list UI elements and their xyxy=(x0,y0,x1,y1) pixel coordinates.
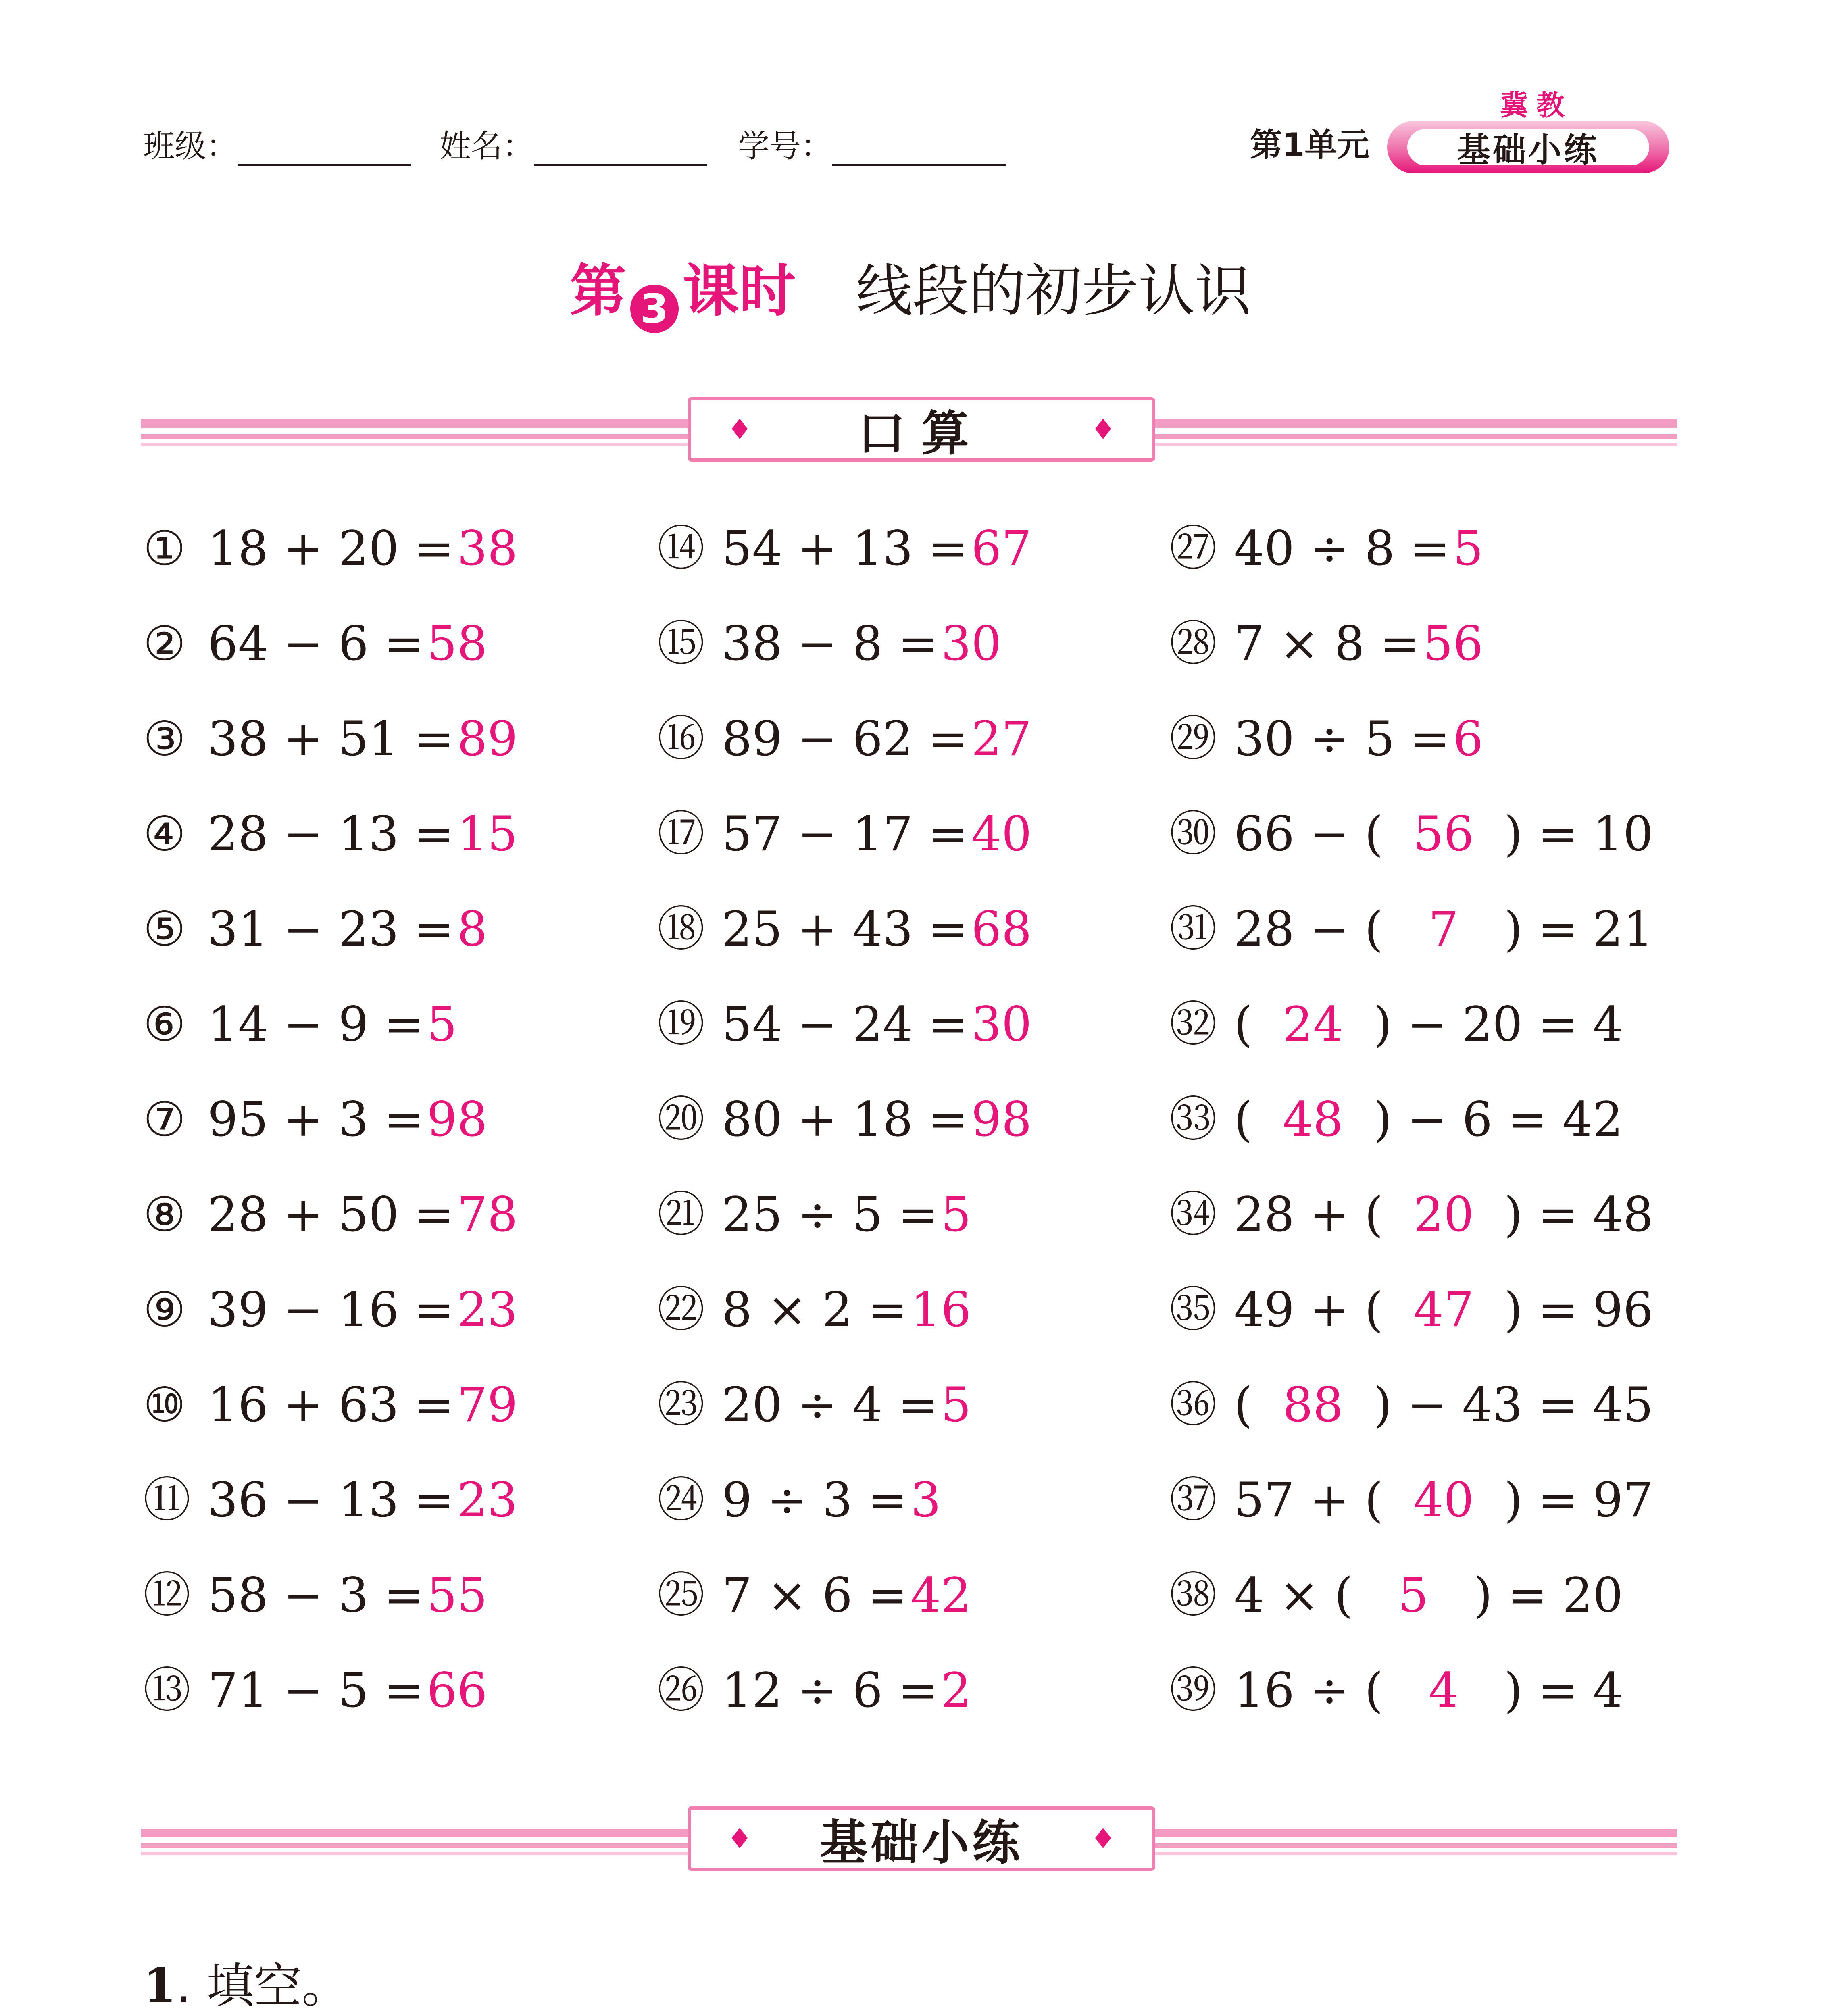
problem-expression: ( xyxy=(1234,1377,1253,1433)
problem-answer[interactable]: 38 xyxy=(457,521,518,576)
lesson-prefix-b: 课时 xyxy=(682,258,796,324)
problem-index: ④ xyxy=(143,806,186,862)
problem-answer[interactable]: 5 xyxy=(941,1377,971,1433)
section-title: 基础小练 xyxy=(819,1815,1023,1870)
problem-expression: 66 − ( xyxy=(1234,806,1383,862)
problem-expression: 58 − 3 = xyxy=(208,1567,424,1623)
problem-index: ⑱ xyxy=(657,901,705,957)
student-no-label: 学号： xyxy=(738,128,833,165)
problem-expression: 12 ÷ 6 = xyxy=(722,1662,938,1718)
problem-answer[interactable]: 48 xyxy=(1282,1091,1344,1147)
problem-index: ㊳ xyxy=(1169,1567,1217,1623)
problem-answer[interactable]: 7 xyxy=(1428,901,1459,957)
problem-index: ㉚ xyxy=(1169,806,1217,862)
problem-expression: 20 ÷ 4 = xyxy=(722,1377,938,1433)
problem-expression: 95 + 3 = xyxy=(208,1091,424,1147)
problem-expression-tail: ) = 97 xyxy=(1504,1472,1654,1528)
problem-index: ⑤ xyxy=(143,901,186,957)
problem-expression: 40 ÷ 8 = xyxy=(1234,521,1450,576)
problem-expression: 9 ÷ 3 = xyxy=(722,1472,908,1528)
problem-row xyxy=(657,1472,941,1528)
problem-expression-tail: ) = 4 xyxy=(1504,1662,1623,1718)
problem-answer[interactable]: 20 xyxy=(1413,1187,1474,1242)
class-blank[interactable] xyxy=(238,136,411,166)
problem-row xyxy=(657,615,1002,672)
problem-expression: 28 − 13 = xyxy=(208,806,454,862)
problem-answer[interactable]: 5 xyxy=(941,1187,971,1242)
problem-expression: 38 − 8 = xyxy=(722,616,938,671)
problem-expression-tail: ) = 21 xyxy=(1504,901,1654,957)
problem-answer[interactable]: 23 xyxy=(457,1472,518,1528)
problem-index: ㉕ xyxy=(657,1567,705,1623)
problem-row xyxy=(143,615,488,672)
problem-row xyxy=(1169,710,1483,767)
problem-index: ⑪ xyxy=(143,1472,191,1528)
problem-index: ㉜ xyxy=(1169,996,1217,1052)
problem-answer[interactable]: 2 xyxy=(941,1662,971,1718)
exercise-heading xyxy=(143,1947,349,2016)
problem-index: ⑯ xyxy=(657,711,705,766)
series-label: 基础小练 xyxy=(1407,129,1649,165)
problem-row xyxy=(143,996,457,1052)
problem-answer[interactable]: 30 xyxy=(971,996,1032,1052)
problem-index: ㉑ xyxy=(657,1187,705,1242)
problem-expression: 7 × 8 = xyxy=(1234,616,1420,671)
lesson-number: 3 xyxy=(630,285,679,333)
problem-expression: 28 + 50 = xyxy=(208,1187,454,1242)
problem-expression: 28 − ( xyxy=(1234,901,1383,957)
problem-index: ⑲ xyxy=(657,996,705,1052)
lesson-name: 线段的初步认识 xyxy=(856,258,1252,324)
problem-answer[interactable]: 3 xyxy=(910,1472,941,1528)
name-field xyxy=(440,121,707,166)
problem-expression: 16 ÷ ( xyxy=(1234,1662,1383,1718)
section-header-mental xyxy=(688,397,1155,462)
problem-index: ㉔ xyxy=(657,1472,705,1528)
problem-answer[interactable]: 27 xyxy=(971,711,1032,766)
problem-row xyxy=(1169,1377,1653,1433)
problem-answer[interactable]: 56 xyxy=(1413,806,1474,862)
problem-row xyxy=(143,1662,488,1718)
problem-answer[interactable]: 24 xyxy=(1282,996,1344,1052)
problem-index: ⑰ xyxy=(657,806,705,862)
problem-expression: 49 + ( xyxy=(1234,1282,1383,1337)
problem-index: ③ xyxy=(143,711,186,766)
problem-expression: ( xyxy=(1234,996,1253,1052)
problem-row xyxy=(657,1091,1032,1148)
problem-row xyxy=(143,1281,518,1338)
problem-index: ㉞ xyxy=(1169,1187,1217,1242)
problem-expression: 57 − 17 = xyxy=(722,806,968,862)
problem-row xyxy=(143,1377,518,1433)
problem-row xyxy=(1169,901,1653,957)
problem-answer[interactable]: 5 xyxy=(427,996,457,1052)
problem-expression: 80 + 18 = xyxy=(722,1091,968,1147)
problem-answer[interactable]: 67 xyxy=(971,521,1032,576)
publisher-label: 冀教 xyxy=(1500,89,1573,122)
problem-expression: 39 − 16 = xyxy=(208,1282,454,1337)
problem-row xyxy=(1169,996,1623,1052)
problem-answer[interactable]: 55 xyxy=(427,1567,488,1623)
name-blank[interactable] xyxy=(534,136,707,166)
lesson-prefix-a: 第 xyxy=(569,258,626,324)
problem-answer[interactable]: 56 xyxy=(1423,616,1483,671)
problem-answer[interactable]: 40 xyxy=(971,806,1032,862)
series-badge xyxy=(1387,121,1669,173)
problem-index: ㉒ xyxy=(657,1282,705,1337)
problem-index: ㉟ xyxy=(1169,1282,1217,1337)
problem-index: ⑭ xyxy=(657,521,705,576)
problem-row xyxy=(1169,1281,1653,1338)
problem-answer[interactable]: 42 xyxy=(910,1567,971,1623)
exercise-heading-text: . 填空。 xyxy=(176,1958,350,2014)
problem-row xyxy=(143,1186,518,1243)
class-label: 班级： xyxy=(143,128,238,165)
problem-answer[interactable]: 58 xyxy=(427,616,488,671)
problem-index: ㉛ xyxy=(1169,901,1217,957)
student-no-field xyxy=(738,121,1006,166)
problem-expression: 38 + 51 = xyxy=(208,711,454,766)
problem-expression-tail: ) = 48 xyxy=(1504,1187,1654,1242)
problem-expression: 89 − 62 = xyxy=(722,711,968,766)
problem-row xyxy=(1169,615,1483,672)
problem-answer[interactable]: 40 xyxy=(1413,1472,1474,1528)
problem-row xyxy=(657,520,1032,577)
problem-expression: 25 ÷ 5 = xyxy=(722,1187,938,1242)
student-no-blank[interactable] xyxy=(832,136,1006,166)
problem-answer[interactable]: 16 xyxy=(910,1282,971,1337)
diamond-icon: ♦ xyxy=(727,413,752,446)
problem-expression: 31 − 23 = xyxy=(208,901,454,957)
problem-row xyxy=(1169,1567,1623,1623)
problem-index: ⑥ xyxy=(143,996,186,1052)
problem-expression: 54 − 24 = xyxy=(722,996,968,1052)
problem-expression: 64 − 6 = xyxy=(208,616,424,671)
problem-answer[interactable]: 78 xyxy=(457,1187,518,1242)
problem-row xyxy=(1169,1091,1623,1148)
problem-row xyxy=(657,1186,971,1243)
problem-index: ㉙ xyxy=(1169,711,1217,766)
problem-expression: 8 × 2 = xyxy=(722,1282,908,1337)
unit-label: 第1单元 xyxy=(1250,126,1369,164)
problem-answer[interactable]: 5 xyxy=(1453,521,1483,576)
problem-index: ⑮ xyxy=(657,616,705,671)
problem-expression: 4 × ( xyxy=(1234,1567,1353,1623)
problem-row xyxy=(143,901,488,957)
problem-answer[interactable]: 30 xyxy=(941,616,1002,671)
problem-index: ⑫ xyxy=(143,1567,191,1623)
problem-index: ⑩ xyxy=(143,1377,186,1433)
problem-answer[interactable]: 89 xyxy=(457,711,518,766)
problem-row xyxy=(143,710,518,767)
diamond-icon: ♦ xyxy=(727,1822,752,1855)
problem-expression-tail: ) = 10 xyxy=(1504,806,1654,862)
problem-answer[interactable]: 98 xyxy=(427,1091,488,1147)
problem-index: ㉗ xyxy=(1169,521,1217,576)
problem-row xyxy=(657,996,1032,1052)
lesson-title xyxy=(0,246,1821,333)
name-label: 姓名： xyxy=(440,128,534,165)
problem-answer[interactable]: 47 xyxy=(1413,1282,1474,1337)
class-field xyxy=(143,121,411,166)
problem-index: ⑳ xyxy=(657,1091,705,1147)
problem-answer[interactable]: 15 xyxy=(457,806,518,862)
problem-answer[interactable]: 23 xyxy=(457,1282,518,1337)
problem-index: ㉘ xyxy=(1169,616,1217,671)
problem-index: ㊴ xyxy=(1169,1662,1217,1718)
problem-index: ㉓ xyxy=(657,1377,705,1433)
problem-row xyxy=(657,806,1032,862)
problem-expression: 54 + 13 = xyxy=(722,521,968,576)
problem-expression: 18 + 20 = xyxy=(208,521,454,576)
problem-row xyxy=(143,1567,488,1623)
problem-answer[interactable]: 79 xyxy=(457,1377,518,1433)
problem-answer[interactable]: 4 xyxy=(1428,1662,1459,1718)
problem-expression-tail: ) − 6 = 42 xyxy=(1373,1091,1623,1147)
problem-index: ㊱ xyxy=(1169,1377,1217,1433)
problem-expression: 7 × 6 = xyxy=(722,1567,908,1623)
problem-row xyxy=(657,710,1032,767)
problem-answer[interactable]: 8 xyxy=(457,901,488,957)
problem-index: ② xyxy=(143,616,186,671)
problem-index: ⑬ xyxy=(143,1662,191,1718)
section-title: 口算 xyxy=(857,406,985,461)
problem-expression: 25 + 43 = xyxy=(722,901,968,957)
problem-row xyxy=(1169,1472,1653,1528)
problem-answer[interactable]: 6 xyxy=(1453,711,1483,766)
problem-expression: 28 + ( xyxy=(1234,1187,1383,1242)
problem-index: ㉝ xyxy=(1169,1091,1217,1147)
problem-row xyxy=(657,1281,971,1338)
exercise-number: 1 xyxy=(143,1958,177,2014)
problem-expression: 16 + 63 = xyxy=(208,1377,454,1433)
problem-index: ㊲ xyxy=(1169,1472,1217,1528)
problem-row xyxy=(143,806,518,862)
problem-row xyxy=(143,1091,488,1148)
problem-answer[interactable]: 66 xyxy=(427,1662,488,1718)
problem-index: ① xyxy=(143,521,186,576)
problem-index: ⑧ xyxy=(143,1187,186,1242)
problem-answer[interactable]: 68 xyxy=(971,901,1032,957)
problem-expression: ( xyxy=(1234,1091,1253,1147)
problem-index: ⑨ xyxy=(143,1282,186,1337)
problem-row xyxy=(657,901,1032,957)
diamond-icon: ♦ xyxy=(1090,1822,1116,1855)
problem-row xyxy=(1169,1186,1653,1243)
problem-expression-tail: ) = 96 xyxy=(1504,1282,1654,1337)
problem-expression: 14 − 9 = xyxy=(208,996,424,1052)
problem-expression: 36 − 13 = xyxy=(208,1472,454,1528)
section-header-basic xyxy=(688,1806,1155,1871)
problem-row xyxy=(1169,1662,1623,1718)
problem-expression-tail: ) − 43 = 45 xyxy=(1373,1377,1654,1433)
problem-expression-tail: ) − 20 = 4 xyxy=(1373,996,1623,1052)
problem-row xyxy=(143,520,518,577)
problem-expression: 71 − 5 = xyxy=(208,1662,424,1718)
problem-expression: 57 + ( xyxy=(1234,1472,1383,1528)
problem-answer[interactable]: 88 xyxy=(1282,1377,1344,1433)
problem-index: ⑦ xyxy=(143,1091,186,1147)
problem-answer[interactable]: 5 xyxy=(1398,1567,1429,1623)
problem-index: ㉖ xyxy=(657,1662,705,1718)
problem-row xyxy=(1169,806,1653,862)
problem-expression: 30 ÷ 5 = xyxy=(1234,711,1450,766)
problem-row xyxy=(1169,520,1483,577)
problem-row xyxy=(657,1377,971,1433)
problem-row xyxy=(657,1567,971,1623)
problem-row xyxy=(657,1662,971,1718)
problem-expression-tail: ) = 20 xyxy=(1474,1567,1623,1623)
problem-answer[interactable]: 98 xyxy=(971,1091,1032,1147)
problem-row xyxy=(143,1472,518,1528)
diamond-icon: ♦ xyxy=(1090,413,1116,446)
